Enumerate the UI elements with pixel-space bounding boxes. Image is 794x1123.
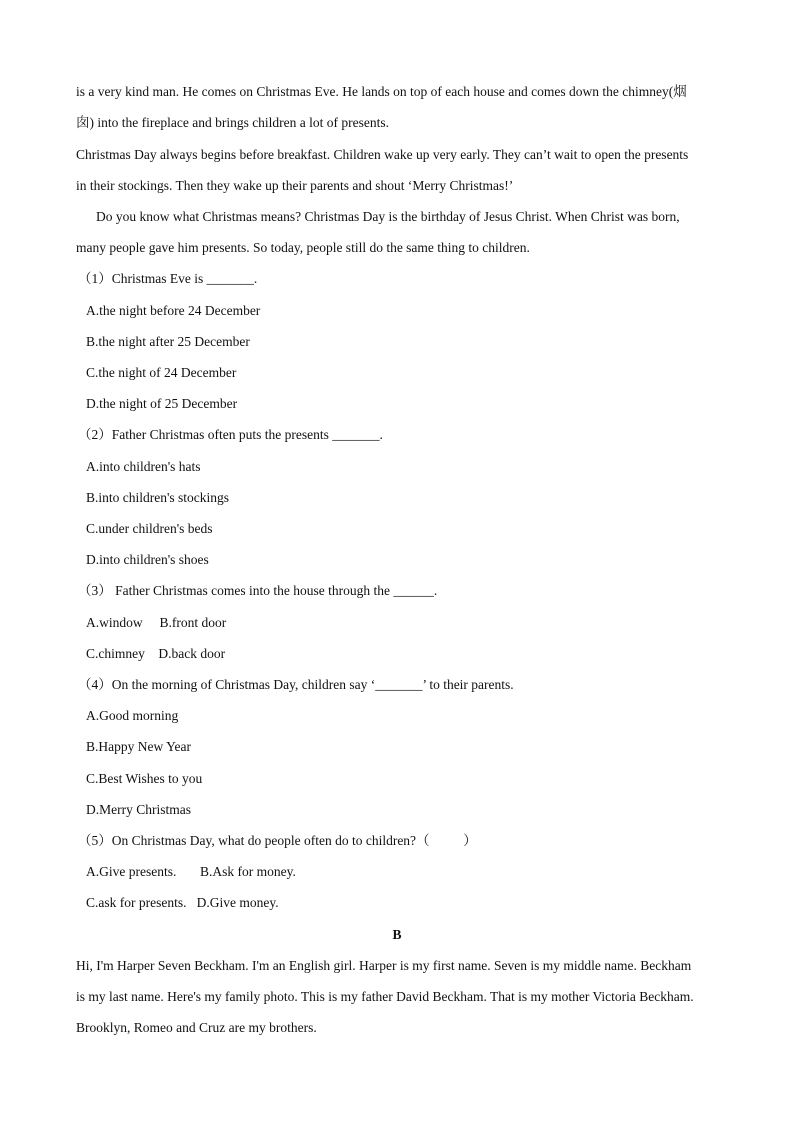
question-option: D.the night of 25 December bbox=[86, 396, 238, 411]
section-b-line: is my last name. Here's my family photo. This is my father David Beckham. That is my mother Victoria Beckham. bbox=[76, 989, 694, 1004]
question-stem: （1）Christmas Eve is _______. bbox=[78, 271, 258, 286]
question-option: B.Happy New Year bbox=[86, 739, 191, 754]
passage-a-line: 囱) into the fireplace and brings children a lot of presents. bbox=[76, 115, 390, 130]
passage-a-line: in their stockings. Then they wake up their parents and shout ‘Merry Christmas!’ bbox=[76, 178, 514, 193]
passage-a-line: many people gave him presents. So today, people still do the same thing to children. bbox=[76, 240, 530, 255]
section-b-heading: B bbox=[392, 927, 402, 942]
question-option: C.ask for presents. D.Give money. bbox=[86, 895, 279, 910]
question-option: B.into children's stockings bbox=[86, 490, 230, 505]
question-option: C.under children's beds bbox=[86, 521, 213, 536]
question-option: A.the night before 24 December bbox=[86, 303, 261, 318]
section-b-line: Hi, I'm Harper Seven Beckham. I'm an English girl. Harper is my first name. Seven is my middle name. Beckham bbox=[76, 958, 692, 973]
question-option: D.into children's shoes bbox=[86, 552, 209, 567]
question-option: A.Give presents. B.Ask for money. bbox=[86, 864, 296, 879]
question-stem: （3） Father Christmas comes into the house through the ______. bbox=[78, 583, 438, 598]
section-b-line: Brooklyn, Romeo and Cruz are my brothers. bbox=[76, 1020, 317, 1035]
question-option: C.chimney D.back door bbox=[86, 646, 226, 661]
passage-a-line: Do you know what Christmas means? Christmas Day is the birthday of Jesus Christ. When Christ was born, bbox=[96, 209, 680, 224]
passage-a-line: is a very kind man. He comes on Christmas Eve. He lands on top of each house and comes down the chimney(烟 bbox=[76, 84, 687, 99]
question-stem: （2）Father Christmas often puts the presents _______. bbox=[78, 427, 383, 442]
passage-a-line: Christmas Day always begins before breakfast. Children wake up very early. They can’t wait to open the presents bbox=[76, 147, 689, 162]
question-stem: （5）On Christmas Day, what do people often do to children?（ ） bbox=[78, 833, 477, 848]
question-option: A.into children's hats bbox=[86, 459, 201, 474]
question-option: A.Good morning bbox=[86, 708, 179, 723]
question-option: C.the night of 24 December bbox=[86, 365, 237, 380]
question-option: C.Best Wishes to you bbox=[86, 771, 203, 786]
question-stem: （4）On the morning of Christmas Day, children say ‘_______’ to their parents. bbox=[78, 677, 514, 692]
question-option: A.window B.front door bbox=[86, 615, 227, 630]
question-option: D.Merry Christmas bbox=[86, 802, 191, 817]
question-option: B.the night after 25 December bbox=[86, 334, 250, 349]
